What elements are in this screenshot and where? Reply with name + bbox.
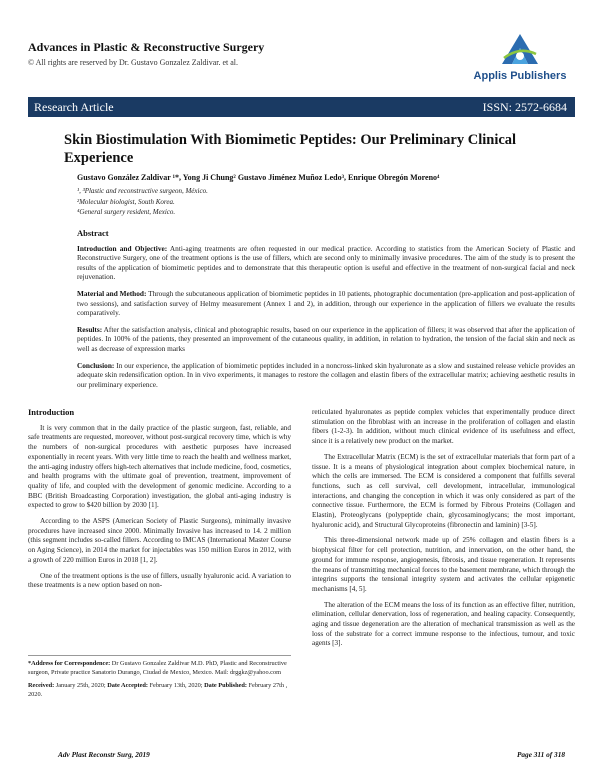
abstract-results-text: After the satisfaction analysis, clinical and photographic results, based on our experience in the application of fillers; it was observed that after the application of peptides. In 100% of the patients, they presented an improvement of the cutaneous quality, in addition, in relation to hydration, the tension of the facial skin and neck as well as decrease of expression marks — [77, 324, 575, 353]
right-column — [312, 408, 575, 655]
left-column — [28, 408, 291, 597]
right-paragraph: reticulated hyaluronates as peptide complex vehicles that experimentally produce direct stimulation on the fibroblast with an increase in the proliferation of collagen and elastin fibers (1-2-3). In addition, without much clinical evidence of its usefulness and effect, since it is a relatively new product on the market. — [312, 408, 575, 446]
right-paragraph: The alteration of the ECM means the loss of its function as an effective filter, nutrition, elimination, cellular denervation, loss of regeneration, and healing capacity. Consequently, aging and tissue degeneration are the alteration of mechanical transmission as well as the loss of the substrate for a correct immune response to the infectious, tumour, and toxic agents [3]. — [312, 600, 575, 648]
correspondence-address — [28, 660, 291, 677]
footer-citation: Adv Plast Reconstr Surg, 2019 — [58, 750, 150, 759]
right-paragraph: This three-dimensional network made up of 25% collagen and elastin fibers is a biophysical filter for cell protection, nutrition, and innervation, on the other hand, the ground for immune response, angiogenesis, fibrosis, and tissue regeneration. It represents the means of transmitting mechanical forces to the basement membrane, which through the integrins supports the tensional integrity system and activates the cellular epigenetic mechanisms [4, 5]. — [312, 536, 575, 593]
introduction-heading: Introduction — [28, 407, 75, 417]
footer-page-number: Page 311 of 318 — [516, 750, 565, 759]
abstract — [77, 229, 575, 396]
abstract-methods-label: Material and Method: — [77, 288, 147, 298]
abstract-methods — [77, 289, 575, 318]
abstract-introduction — [77, 244, 575, 282]
copyright-line: © All rights are reserved by Dr. Gustavo Gonzalez Zaldivar. et al. — [28, 58, 239, 67]
issn: ISSN: 2572-6684 — [482, 99, 567, 114]
abstract-conclusion-text: In our experience, the application of biomimetic peptides included in a noncross-linked skin hyaluronate as a slow and sustained release vehicle provides an adequate skin redensification option. In in vivo experiments, it manages to restore the collagen and elastin fibers of the extracellular matrix; achieving aesthetic results in our preliminary experience. — [77, 360, 575, 389]
left-paragraph: One of the treatment options is the use of fillers, usually hyaluronic acid. A variation to these treatments is a new option based on non- — [28, 571, 291, 590]
right-paragraph: The Extracellular Matrix (ECM) is the set of extracellular materials that form part of a tissue. It is a means of physiological integration about complex biochemical nature, in which the cells are immersed. The ECM is considered a component that fulfills several functions, such as cell survival, cell development, intracellular, immunological interactions, and changing the conception in which it was only considered as part of the connective tissue. Furthermore, the ECM is formed by Fibrous Proteins (Collagen and Elastin), Proteoglycans (polypeptide chain, glycosaminoglycans; the most important, hyaluronic acid), and Structural Glycoproteins (fibronectin and laminin) [3-5]. — [312, 452, 575, 529]
affiliation-3: ⁴General surgery resident, Mexico. — [77, 208, 176, 216]
affiliations — [77, 186, 547, 218]
accepted-date: February 13th, 2020; — [147, 682, 205, 690]
received-label: Received: — [28, 682, 55, 690]
page-header — [28, 40, 575, 95]
left-paragraph: According to the ASPS (American Society of Plastic Surgeons), minimally invasive procedures have increased since 2000. Minimally Invasive has increased to 14. 2 million (this segment includes so-called fillers. According to IMCAS (International Master Course on Aging Science), in 2014 the market for injectables was 150 million Euros in 2012, with a growth of 220 million Euros in 2018 [1, 2]. — [28, 517, 291, 564]
publisher-logo-icon — [498, 32, 542, 68]
published-date: February 27th , 2020. — [28, 682, 288, 698]
abstract-methods-text: Through the subcutaneous application of biomimetic peptides in 10 patients, photographic documentation (pre-application and post-application of two sessions), and satisfaction survey of Helmy measurement (Annex 1 and 2), in addition, through our experience in the application of fillers we evaluate the results comparatively. — [77, 288, 576, 318]
article-title: Skin Biostimulation With Biomimetic Peptides: Our Preliminary Clinical Experience — [64, 132, 517, 166]
accepted-label: Date Accepted: — [107, 682, 148, 690]
journal-title: Advances in Plastic & Reconstructive Surgery — [28, 40, 265, 54]
correspondence-text: Dr Gustavo Gonzalez Zaldivar M.D. PhD, Plastic and Reconstructive surgeon, Private practice Sanatorio Durango, Ciudad de Mexico, Mexico. Mail: drggkz@yahoo.com — [28, 660, 287, 676]
article-type: Research Article — [34, 99, 114, 114]
left-paragraph: It is very common that in the daily practice of the plastic surgeon, fast, reliable, and safe treatments are requested, moreover, without post-surgical recovery time, which is why the numbers of non-surgical procedures with aesthetic purposes have increased exponentially in recent years. With very little time to reach the health and wellness market, the anti-aging industry offers high-tech alternatives that include medicine, food, cosmetics, and health programs with the ultimate goal of prevention, treatment, improvement of quality of life, and coupled with the development of genomic medicine. According to a BBC (British Broadcasting Corporation) investigation, the global anti-aging industry is expected to grow to $420 billion by 2030 [1]. — [28, 423, 291, 510]
abstract-conclusion — [77, 361, 575, 390]
abstract-heading: Abstract — [77, 228, 109, 238]
affiliation-2: ²Molecular biologist, South Korea. — [77, 197, 175, 206]
page-footer — [28, 750, 575, 759]
abstract-intro-label: Introduction and Objective: — [77, 243, 168, 253]
publication-dates — [28, 682, 291, 699]
received-date: January 25th, 2020; — [54, 682, 108, 690]
author-list: Gustavo González Zaldivar ¹*, Yong Ji Chung² Gustavo Jiménez Muñoz Ledo³, Enrique Obregón Moreno⁴ — [77, 173, 440, 182]
article-banner — [28, 97, 575, 117]
publisher-name: Applis Publishers — [473, 70, 567, 82]
affiliation-1: ¹, ³Plastic and reconstructive surgeon, México. — [77, 187, 208, 195]
abstract-intro-text: Anti-aging treatments are often requested in our medical practice. According to statistics from the American Society of Plastic and Reconstructive Surgery, one of the treatment options is the use of fillers, which are second only to minimally invasive procedures. The aim of the study is to present the results of the application of biomimetic peptides and to demonstrate that this therapeutic option is useful and effective in the treatment of non-surgical facial and neck rejuvenation. — [77, 243, 575, 282]
abstract-conclusion-label: Conclusion: — [77, 360, 115, 370]
correspondence-label: *Address for Correspondence: — [28, 660, 111, 667]
published-label: Date Published: — [204, 682, 247, 690]
abstract-results — [77, 325, 575, 354]
correspondence-box — [28, 655, 291, 704]
abstract-results-label: Results: — [77, 324, 103, 334]
publisher-logo — [465, 32, 575, 88]
